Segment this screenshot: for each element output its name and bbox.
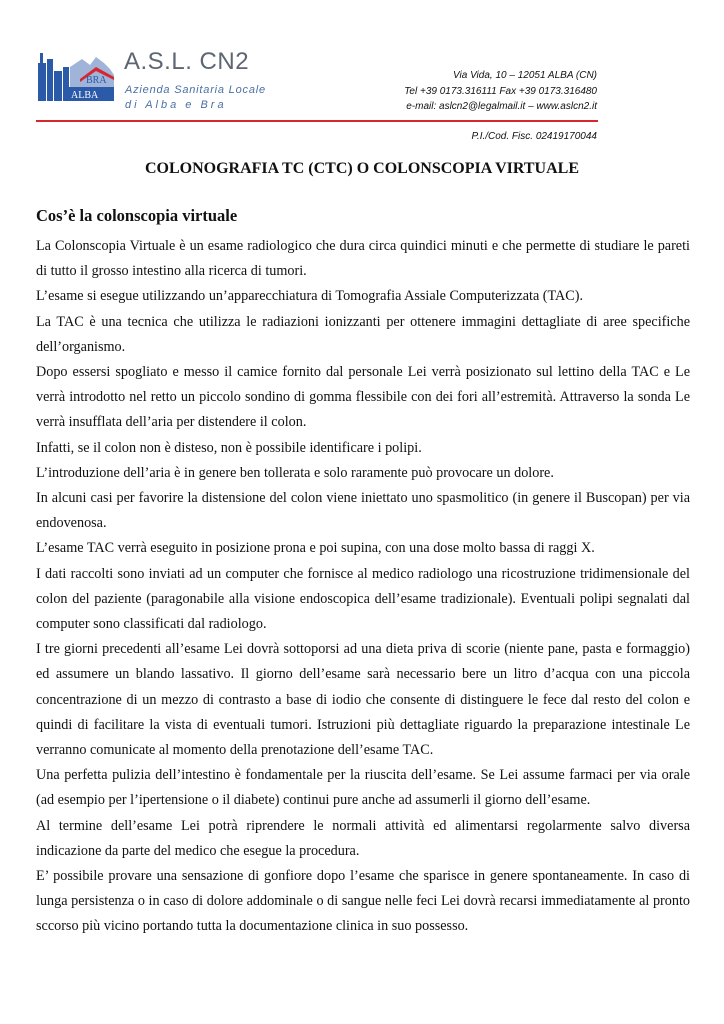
org-name: A.S.L. CN2 — [124, 48, 250, 75]
header-divider — [36, 120, 598, 122]
contact-phone: Tel +39 0173.316111 Fax +39 0173.316480 — [404, 85, 597, 97]
fiscal-code: P.I./Cod. Fisc. 02419170044 — [471, 131, 597, 142]
paragraph: In alcuni casi per favorire la distensione del colon viene iniettato uno spasmolitico (in genere il Buscopan) per via endovenosa. — [36, 490, 690, 532]
contact-email-web: e-mail: aslcn2@legalmail.it – www.aslcn2.it — [406, 101, 597, 112]
document-body — [36, 234, 690, 940]
paragraph: Al termine dell’esame Lei potrà riprendere le normali attività ed alimentarsi regolarmente salvo diversa indicazione da parte del medico che esegue la procedura. — [36, 817, 690, 859]
logo-alba-text: ALBA — [71, 90, 99, 101]
paragraph: La TAC è una tecnica che utilizza le radiazioni ionizzanti per ottenere immagini dettagliate di aree specifiche dell’organismo. — [36, 313, 690, 355]
paragraph: I tre giorni precedenti all’esame Lei dovrà sottoporsi ad una dieta priva di scorie (niente pane, pasta e formaggio) ed assumere un blando lassativo. Il giorno dell’esame sarà necessario bere un litro d’acqua con una piccola concentrazione di un mezzo di contrasto a base di iodio che consente di distinguere le fece dal resto del colon e quindi di facilitare la vista di eventuali tumori. Istruzioni più dettagliate riguardo la preparazione intestinale Le verranno comunicate al momento della prenotazione dell’esame TAC. — [36, 641, 690, 759]
paragraph: L’esame si esegue utilizzando un’apparecchiatura di Tomografia Assiale Computerizzata (TAC). — [36, 288, 584, 305]
paragraph: Infatti, se il colon non è disteso, non è possibile identificare i polipi. — [36, 439, 422, 456]
paragraph: Dopo essersi spogliato e messo il camice fornito dal personale Lei verrà posizionato sul lettino della TAC e Le verrà introdotto nel retto un piccolo sondino di gomma flessibile con dei fori all’estremità. Attraverso la sonda Le verrà insufflata dell’aria per distendere il colon. — [36, 364, 690, 431]
section-heading: Cos’è la colonscopia virtuale — [36, 206, 238, 225]
document-title: COLONOGRAFIA TC (CTC) O COLONSCOPIA VIRTUALE — [144, 160, 579, 177]
org-subtitle-1: Azienda Sanitaria Locale — [125, 84, 266, 96]
paragraph: Una perfetta pulizia dell’intestino è fondamentale per la riuscita dell’esame. Se Lei assume farmaci per via orale (ad esempio per l’ipertensione o il diabete) continui pure anche ad assumerli il giorno dell’esame. — [36, 767, 690, 809]
org-subtitle-2: di Alba e Bra — [125, 99, 227, 111]
paragraph: L’esame TAC verrà eseguito in posizione prona e poi supina, con una dose molto bassa di raggi X. — [36, 540, 595, 557]
asl-logo — [38, 49, 118, 101]
paragraph: I dati raccolti sono inviati ad un computer che fornisce al medico radiologo una ricostruzione tridimensionale del colon del paziente (paragonabile alla visione endoscopica dell’esame tradizionale). Eventuali polipi segnalati dal computer sono classificati dal radiologo. — [36, 565, 690, 633]
paragraph: L’introduzione dell’aria è in genere ben tollerata e solo raramente può provocare un dolore. — [36, 464, 554, 481]
contact-block — [404, 68, 597, 115]
logo-bra-text: BRA — [86, 75, 107, 86]
contact-address: Via Vida, 10 – 12051 ALBA (CN) — [453, 70, 597, 81]
paragraph: La Colonscopia Virtuale è un esame radiologico che dura circa quindici minuti e che permette di studiare le pareti di tutto il grosso intestino alla ricerca di tumori. — [36, 238, 690, 280]
paragraph: E’ possibile provare una sensazione di gonfiore dopo l’esame che sparisce in genere spontaneamente. In caso di lunga persistenza o in caso di dolore addominale o di sangue nelle feci Lei dovrà recarsi immediatamente al pronto sccorso più vicino portando tutta la documentazione clinica in suo possesso. — [36, 868, 690, 935]
